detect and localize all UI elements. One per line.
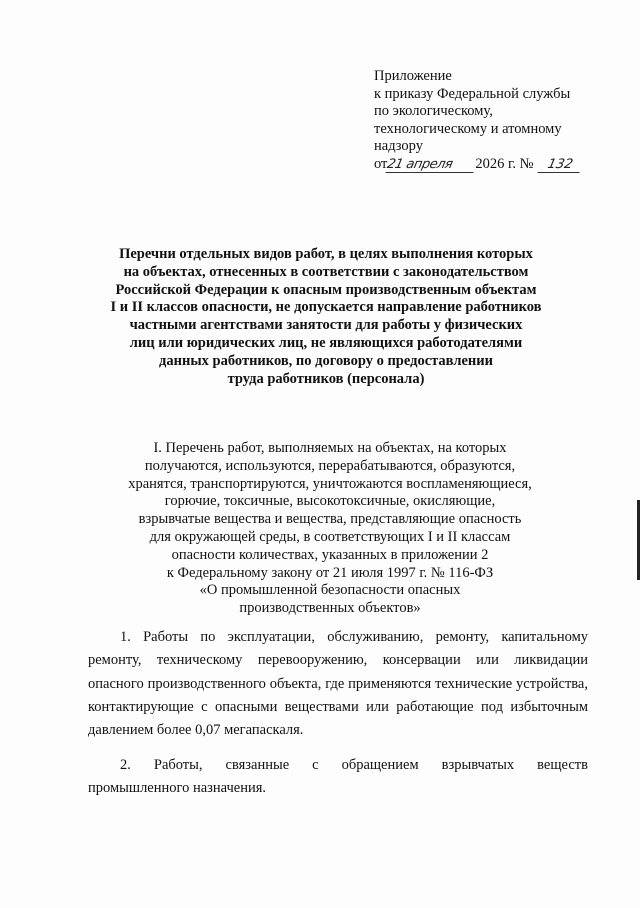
title-line: частными агентствами занятости для работы у физических <box>129 317 523 334</box>
title-line: труда работников (персонала) <box>227 370 425 387</box>
item-2-word: обращением <box>341 757 419 773</box>
annex-line: Приложение <box>374 68 452 84</box>
title-line: лиц или юридических лиц, не являющихся работодателями <box>129 334 523 351</box>
item-1-paragraph <box>88 626 588 742</box>
annex-line: надзору <box>374 138 423 154</box>
document-title <box>96 246 556 388</box>
title-line: данных работников, по договору о предоставлении <box>159 352 493 369</box>
title-line: Перечни отдельных видов работ, в целях выполнения которых <box>119 246 533 262</box>
section-line: «О промышленной безопасности опасных <box>199 582 461 599</box>
section-line: для окружающей среды, в соответствующих I и II классам <box>149 528 511 545</box>
item-2-continuation: промышленного назначения. <box>88 780 267 797</box>
title-line: на объектах, отнесенных в соответствии с законодательством <box>123 263 529 280</box>
title-line: Российской Федерации к опасным производственным объектам <box>115 281 537 298</box>
handwritten-order-number: 132 <box>538 158 583 173</box>
section-line: горючие, токсичные, высокотоксичные, окисляющие, <box>164 493 496 510</box>
item-2-word: связанные <box>225 757 290 773</box>
item-2-word: Работы, <box>153 757 203 773</box>
annex-line: технологическому и атомному <box>374 120 562 137</box>
section-line: опасности количествах, указанных в приложении 2 <box>171 546 489 563</box>
order-year: 2026 г. № <box>475 155 534 172</box>
section-heading <box>100 440 560 618</box>
item-2-word: веществ <box>537 757 588 773</box>
section-line: производственных объектов» <box>239 600 421 617</box>
annex-line: к приказу Федеральной службы <box>374 85 571 102</box>
item-2-word: взрывчатых <box>441 757 515 773</box>
section-line: I. Перечень работ, выполняемых на объектах, на которых <box>153 440 507 456</box>
item-2-word: 2. <box>120 757 131 773</box>
item-2-paragraph <box>88 754 588 801</box>
order-prefix: от <box>374 155 388 172</box>
annex-line: по экологическому, <box>374 103 493 119</box>
item-1-text: 1. Работы по эксплуатации, обслуживанию, ремонту, капитальному ремонту, техническому перевооружению, консервации или ликвидации опасного производственного объекта, где применяются технические устройства, контактирующие с опасными веществами или работающие под избыточным давлением более 0,07 мегапаскаля. <box>88 629 588 739</box>
section-line: получаются, используются, перерабатываются, образуются, <box>144 457 516 474</box>
item-2-first-line <box>88 754 588 777</box>
handwritten-date: 21 апреля <box>386 158 477 173</box>
annex-header <box>374 68 614 173</box>
section-line: к Федеральному закону от 21 июля 1997 г. № 116-ФЗ <box>166 564 494 581</box>
section-line: хранятся, транспортируются, уничтожаются воспламеняющиеся, <box>128 475 532 492</box>
section-line: взрывчатые вещества и вещества, представляющие опасность <box>138 511 522 528</box>
order-date-line <box>374 156 614 174</box>
item-2-word: с <box>312 757 319 773</box>
title-line: I и II классов опасности, не допускается направление работников <box>110 299 542 316</box>
